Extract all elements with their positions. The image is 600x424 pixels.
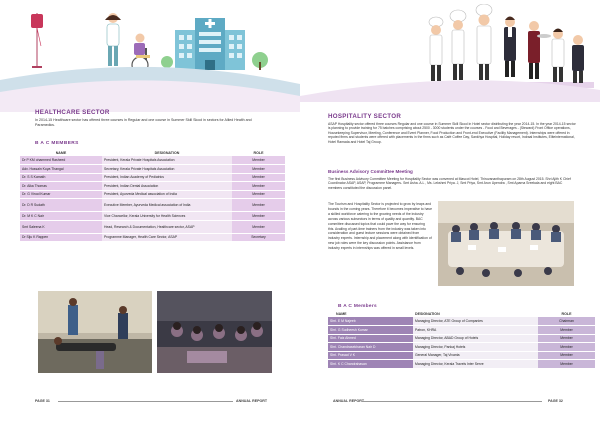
header-name: NAME	[55, 151, 67, 155]
bac-meeting-title: Business Advisory Committee Meeting	[328, 169, 413, 174]
member-role: Member	[232, 156, 285, 165]
member-designation: President, Indian Academy of Pediatrics	[102, 173, 232, 182]
member-role: Member	[232, 190, 285, 199]
member-designation: President, Indian Dental Association	[102, 182, 232, 191]
table-row	[20, 165, 285, 174]
member-name: Shri. Faiz Ahmed	[328, 334, 413, 343]
right-page	[300, 0, 600, 424]
member-designation: Vice Chancellor, Kerala University for Health Sciences	[102, 212, 232, 221]
member-designation: Managing Director, ATE Group of Companies	[413, 317, 538, 326]
member-role: Member	[538, 351, 595, 360]
bac-title: B A C Members	[338, 304, 377, 309]
header-name: NAME	[336, 312, 347, 316]
footer-line	[58, 401, 233, 402]
table-row	[20, 199, 285, 212]
footer-report-label: ANNUAL REPORT	[236, 399, 268, 403]
member-name: Shri. Prasad V K	[328, 351, 413, 360]
member-role: Chairman	[538, 317, 595, 326]
member-role: Member	[538, 343, 595, 352]
member-designation: Programme Manager, Health Care Sector, ASAP	[102, 233, 232, 242]
member-name: Shri. E M Najeeb	[328, 317, 413, 326]
member-role: Member	[538, 326, 595, 335]
member-designation: Patron, KHRA	[413, 326, 538, 335]
member-role: Member	[232, 182, 285, 191]
member-name: Dr P KM ohammed Rasheed	[20, 156, 102, 165]
header-designation: DESIGNATION	[415, 312, 440, 316]
member-name: Dr. D R Sudath	[20, 199, 102, 212]
training-photo-2	[157, 291, 272, 373]
training-photo-1	[38, 291, 152, 373]
table-row	[328, 334, 595, 343]
member-role: Member	[232, 212, 285, 221]
member-designation: Managing Director, Kerala Travels Inter Serve	[413, 360, 538, 369]
member-designation: Managing Director, Pankaj Hotels	[413, 343, 538, 352]
member-name: Shri. Chandrasekharan Nair D	[328, 343, 413, 352]
intro-paragraph: ASAP Hospitality sector offered three courses Regular and one course in Summer Skill Skool in Hotel sector distributing the year 2014-15. In the year 2014-15 sector is planning to provide training for 75 batches comprising about 2500 - 3000 students under the courses - Food and Beverages - (Steward) Front Office operations, Housekeeping Supervisor, Meeting, Conference and Event Planner, Food Production and Front-end Executive (Facility Management). Internships were offered in reputed firms and students were offered with placements in the firms such as Café Coffee Day, Sankhya Hospital, Holiday resort, Indraal Institutes, Eliteinternational, Hotel Ramada and Hotel Taj Group.	[328, 122, 576, 144]
table-row	[20, 233, 285, 242]
member-role: Member	[538, 334, 595, 343]
member-designation: Head, Research & Documentation, Healthcare sector, ASAP	[102, 220, 232, 233]
footer-report-label: ANNUAL REPORT	[333, 399, 365, 403]
table-row	[328, 343, 595, 352]
intro-paragraph: In 2014-15 Healthcare sector has offered three courses in Regular and one course in Summer Skill Skool in sectors for Allied Health and Paramedics.	[35, 118, 252, 127]
member-name: Dr. M K C Nair	[20, 212, 102, 221]
member-name: Dr. G Vinod Kumar	[20, 190, 102, 199]
member-role: Member	[232, 199, 285, 212]
tourism-paragraph: The Tourism and Hospitality Sector is projected to grow by leaps and bounds in the coming years. Therefore it becomes imperative to have a skilled workforce catering to the growing needs of the industry across various subsectors in terms of quality and quantity. BAC committee discussed topics that could pave the way for ensuring this. Availing of part-time trainers from the industry was taken into consideration and guest lecture sessions were obtained from industry experts. Internship and placement along with identification of new job roles were the key discussion points. Assistance from industry experts in internships was offered in small levels.	[328, 202, 432, 251]
member-designation: Executive Member, Ayurveda Medical association of India	[102, 199, 232, 212]
bac-members-table	[20, 150, 285, 242]
footer-page-number: PAGE 31	[35, 399, 50, 403]
header-designation: DESIGNATION	[154, 151, 180, 155]
section-title: HOSPITALITY SECTOR	[328, 113, 402, 120]
member-designation: President, Ayurveda Medical association of India	[102, 190, 232, 199]
table-row	[20, 173, 285, 182]
doctor-icon	[105, 13, 121, 66]
member-name: Dr Siju K Rappen	[20, 233, 102, 242]
table-row	[20, 190, 285, 199]
member-name: Dr. S S Kamath	[20, 173, 102, 182]
table-row	[328, 351, 595, 360]
member-designation: Secretary, Kerala Private Hospitals Association	[102, 165, 232, 174]
header-role: ROLE	[561, 312, 572, 316]
member-role: Member	[232, 173, 285, 182]
table-row	[20, 182, 285, 191]
iv-drip-icon	[31, 13, 43, 68]
member-designation: Managing Director, ABAD Group of Hotels	[413, 334, 538, 343]
table-row	[328, 326, 595, 335]
table-row	[20, 156, 285, 165]
member-name: Smt Saleena K	[20, 220, 102, 233]
section-title: HEALTHCARE SECTOR	[35, 109, 110, 116]
footer-page-number: PAGE 32	[548, 399, 563, 403]
decorative-curve	[300, 72, 600, 102]
bac-title: B A C MEMBERS	[35, 141, 79, 146]
member-name: Adv. Hussain Koya Thangal	[20, 165, 102, 174]
member-role: Secretary	[232, 233, 285, 242]
table-row	[328, 317, 595, 326]
member-designation: President, Kerala Private Hospitals Association	[102, 156, 232, 165]
decorative-curve	[0, 62, 300, 112]
bac-members-table	[328, 311, 595, 369]
member-designation: General Manager, Taj Vivanta	[413, 351, 538, 360]
footer-line	[362, 401, 542, 402]
table-row	[20, 212, 285, 221]
member-name: Dr. Alka Thomas	[20, 182, 102, 191]
member-role: Member	[538, 360, 595, 369]
member-role: Member	[232, 220, 285, 233]
member-name: Shri. G Sudheesh Kumar	[328, 326, 413, 335]
bac-meeting-paragraph: The first Business Advisory Committee Meeting for Hospitality Sector was convened at Mascot Hotel, Thiruvananthapuram on 28th August 2015. Shri Ajith K Chief Coordinator ASAP, ASAP, Programme Managers- Smt Asha. A.L , Ms. Lekshmi Priya. J, Smt Priya, Smt Arun Upendra , Smt Aparna Sreekala and eight BAC members constituted the discussion panel.	[328, 177, 571, 190]
header-role: ROLE	[253, 151, 264, 155]
member-role: Member	[232, 165, 285, 174]
member-name: Shri. K C Chandrahasan	[328, 360, 413, 369]
meeting-photo	[438, 201, 574, 286]
table-row	[328, 360, 595, 369]
table-row	[20, 220, 285, 233]
